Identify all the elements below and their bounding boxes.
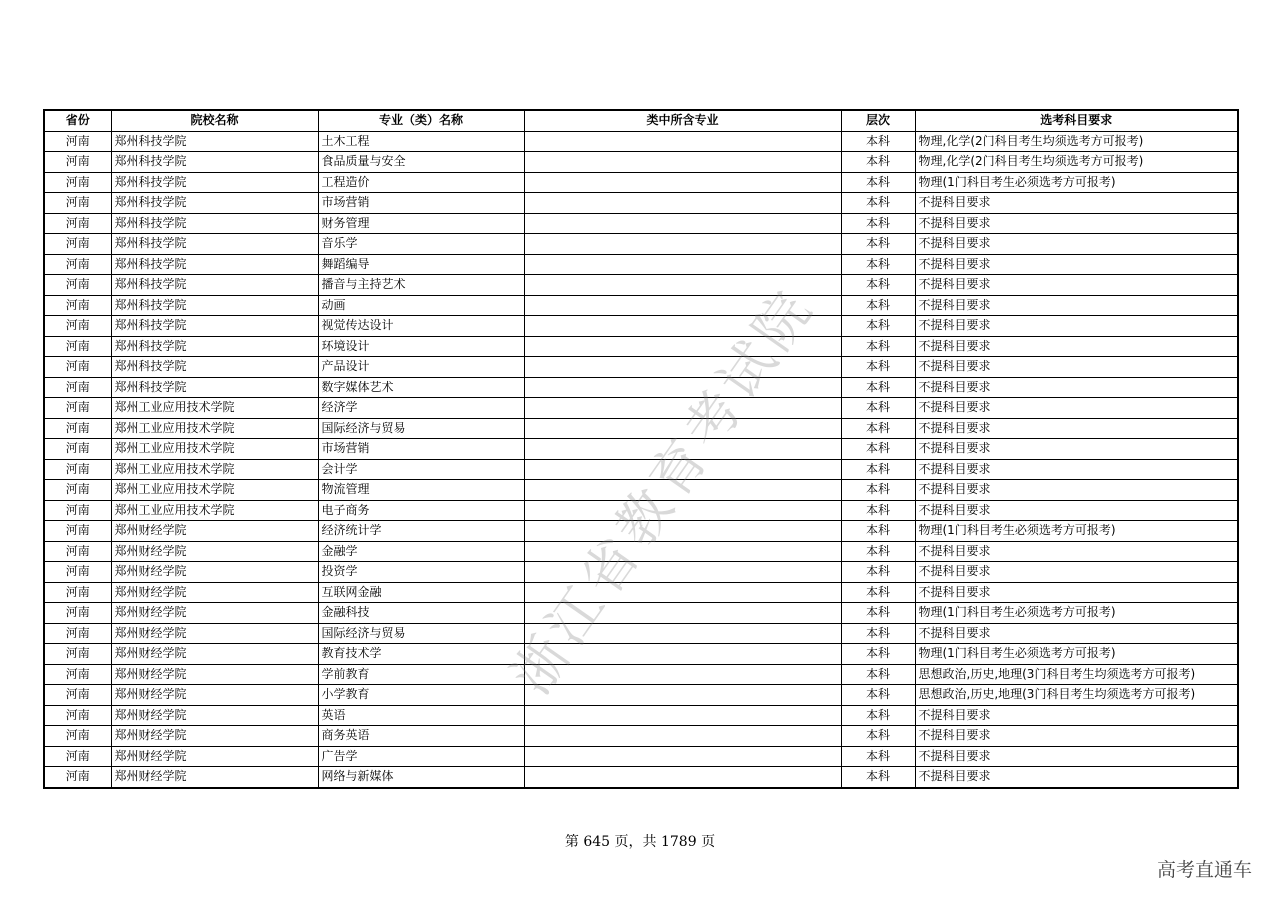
table-row bbox=[44, 480, 1238, 501]
cell-province: 河南 bbox=[44, 275, 111, 296]
cell-province: 河南 bbox=[44, 726, 111, 747]
cell-school: 郑州财经学院 bbox=[111, 664, 318, 685]
cell-major: 经济统计学 bbox=[318, 521, 524, 542]
cell-school: 郑州工业应用技术学院 bbox=[111, 418, 318, 439]
header-school: 院校名称 bbox=[111, 110, 318, 131]
cell-subject-requirement: 不提科目要求 bbox=[915, 193, 1238, 214]
table-row bbox=[44, 439, 1238, 460]
cell-level: 本科 bbox=[841, 213, 915, 234]
table-row bbox=[44, 336, 1238, 357]
header-subject-requirement: 选考科目要求 bbox=[915, 110, 1238, 131]
cell-school: 郑州财经学院 bbox=[111, 705, 318, 726]
cell-included-majors bbox=[524, 746, 841, 767]
table-row bbox=[44, 254, 1238, 275]
cell-subject-requirement: 不提科目要求 bbox=[915, 316, 1238, 337]
cell-school: 郑州财经学院 bbox=[111, 562, 318, 583]
table-row bbox=[44, 726, 1238, 747]
cell-level: 本科 bbox=[841, 582, 915, 603]
cell-subject-requirement: 思想政治,历史,地理(3门科目考生均须选考方可报考) bbox=[915, 664, 1238, 685]
cell-subject-requirement: 不提科目要求 bbox=[915, 254, 1238, 275]
cell-school: 郑州财经学院 bbox=[111, 541, 318, 562]
header-included-majors: 类中所含专业 bbox=[524, 110, 841, 131]
cell-level: 本科 bbox=[841, 336, 915, 357]
header-row bbox=[44, 110, 1238, 131]
cell-major: 网络与新媒体 bbox=[318, 767, 524, 788]
cell-level: 本科 bbox=[841, 767, 915, 788]
cell-province: 河南 bbox=[44, 500, 111, 521]
cell-province: 河南 bbox=[44, 398, 111, 419]
cell-included-majors bbox=[524, 377, 841, 398]
cell-province: 河南 bbox=[44, 439, 111, 460]
cell-school: 郑州财经学院 bbox=[111, 767, 318, 788]
cell-major: 土木工程 bbox=[318, 131, 524, 152]
cell-school: 郑州财经学院 bbox=[111, 644, 318, 665]
cell-subject-requirement: 物理(1门科目考生必须选考方可报考) bbox=[915, 644, 1238, 665]
cell-major: 投资学 bbox=[318, 562, 524, 583]
table-row bbox=[44, 234, 1238, 255]
cell-subject-requirement: 不提科目要求 bbox=[915, 439, 1238, 460]
cell-major: 会计学 bbox=[318, 459, 524, 480]
cell-province: 河南 bbox=[44, 562, 111, 583]
cell-level: 本科 bbox=[841, 152, 915, 173]
table-row bbox=[44, 746, 1238, 767]
cell-subject-requirement: 不提科目要求 bbox=[915, 357, 1238, 378]
cell-included-majors bbox=[524, 193, 841, 214]
cell-school: 郑州工业应用技术学院 bbox=[111, 398, 318, 419]
cell-major: 工程造价 bbox=[318, 172, 524, 193]
table-row bbox=[44, 705, 1238, 726]
cell-included-majors bbox=[524, 726, 841, 747]
cell-school: 郑州工业应用技术学院 bbox=[111, 480, 318, 501]
cell-subject-requirement: 不提科目要求 bbox=[915, 213, 1238, 234]
cell-subject-requirement: 不提科目要求 bbox=[915, 541, 1238, 562]
cell-subject-requirement: 不提科目要求 bbox=[915, 767, 1238, 788]
cell-included-majors bbox=[524, 336, 841, 357]
cell-included-majors bbox=[524, 131, 841, 152]
header-province: 省份 bbox=[44, 110, 111, 131]
cell-province: 河南 bbox=[44, 480, 111, 501]
table-row bbox=[44, 541, 1238, 562]
cell-included-majors bbox=[524, 623, 841, 644]
cell-school: 郑州工业应用技术学院 bbox=[111, 439, 318, 460]
cell-included-majors bbox=[524, 644, 841, 665]
cell-school: 郑州财经学院 bbox=[111, 521, 318, 542]
cell-included-majors bbox=[524, 172, 841, 193]
cell-included-majors bbox=[524, 767, 841, 788]
cell-level: 本科 bbox=[841, 541, 915, 562]
cell-level: 本科 bbox=[841, 726, 915, 747]
cell-major: 国际经济与贸易 bbox=[318, 623, 524, 644]
cell-province: 河南 bbox=[44, 295, 111, 316]
table-row bbox=[44, 213, 1238, 234]
cell-subject-requirement: 物理,化学(2门科目考生均须选考方可报考) bbox=[915, 131, 1238, 152]
cell-province: 河南 bbox=[44, 685, 111, 706]
cell-major: 英语 bbox=[318, 705, 524, 726]
cell-level: 本科 bbox=[841, 398, 915, 419]
cell-included-majors bbox=[524, 664, 841, 685]
table-row bbox=[44, 172, 1238, 193]
cell-level: 本科 bbox=[841, 418, 915, 439]
cell-included-majors bbox=[524, 152, 841, 173]
table-row bbox=[44, 295, 1238, 316]
cell-major: 商务英语 bbox=[318, 726, 524, 747]
cell-school: 郑州科技学院 bbox=[111, 295, 318, 316]
cell-school: 郑州财经学院 bbox=[111, 726, 318, 747]
cell-level: 本科 bbox=[841, 746, 915, 767]
table-row bbox=[44, 357, 1238, 378]
table-row bbox=[44, 316, 1238, 337]
cell-province: 河南 bbox=[44, 664, 111, 685]
cell-subject-requirement: 物理(1门科目考生必须选考方可报考) bbox=[915, 603, 1238, 624]
cell-subject-requirement: 物理(1门科目考生必须选考方可报考) bbox=[915, 172, 1238, 193]
cell-level: 本科 bbox=[841, 357, 915, 378]
cell-subject-requirement: 物理(1门科目考生必须选考方可报考) bbox=[915, 521, 1238, 542]
cell-school: 郑州科技学院 bbox=[111, 131, 318, 152]
cell-included-majors bbox=[524, 398, 841, 419]
cell-level: 本科 bbox=[841, 377, 915, 398]
header-major: 专业（类）名称 bbox=[318, 110, 524, 131]
cell-included-majors bbox=[524, 357, 841, 378]
cell-subject-requirement: 不提科目要求 bbox=[915, 336, 1238, 357]
cell-school: 郑州科技学院 bbox=[111, 234, 318, 255]
cell-level: 本科 bbox=[841, 705, 915, 726]
cell-subject-requirement: 不提科目要求 bbox=[915, 500, 1238, 521]
cell-major: 电子商务 bbox=[318, 500, 524, 521]
cell-province: 河南 bbox=[44, 746, 111, 767]
cell-province: 河南 bbox=[44, 459, 111, 480]
cell-level: 本科 bbox=[841, 193, 915, 214]
cell-school: 郑州科技学院 bbox=[111, 357, 318, 378]
cell-included-majors bbox=[524, 316, 841, 337]
cell-province: 河南 bbox=[44, 193, 111, 214]
cell-major: 数字媒体艺术 bbox=[318, 377, 524, 398]
cell-included-majors bbox=[524, 582, 841, 603]
cell-province: 河南 bbox=[44, 336, 111, 357]
cell-province: 河南 bbox=[44, 603, 111, 624]
cell-level: 本科 bbox=[841, 316, 915, 337]
cell-major: 物流管理 bbox=[318, 480, 524, 501]
cell-level: 本科 bbox=[841, 234, 915, 255]
table-row bbox=[44, 623, 1238, 644]
cell-province: 河南 bbox=[44, 582, 111, 603]
table-row bbox=[44, 459, 1238, 480]
cell-subject-requirement: 不提科目要求 bbox=[915, 295, 1238, 316]
cell-major: 动画 bbox=[318, 295, 524, 316]
cell-school: 郑州科技学院 bbox=[111, 193, 318, 214]
cell-level: 本科 bbox=[841, 664, 915, 685]
cell-major: 食品质量与安全 bbox=[318, 152, 524, 173]
cell-included-majors bbox=[524, 541, 841, 562]
cell-level: 本科 bbox=[841, 685, 915, 706]
cell-school: 郑州财经学院 bbox=[111, 685, 318, 706]
cell-major: 舞蹈编导 bbox=[318, 254, 524, 275]
table-row bbox=[44, 152, 1238, 173]
cell-level: 本科 bbox=[841, 562, 915, 583]
cell-province: 河南 bbox=[44, 316, 111, 337]
cell-included-majors bbox=[524, 295, 841, 316]
cell-included-majors bbox=[524, 705, 841, 726]
cell-included-majors bbox=[524, 275, 841, 296]
cell-level: 本科 bbox=[841, 439, 915, 460]
cell-subject-requirement: 不提科目要求 bbox=[915, 398, 1238, 419]
cell-province: 河南 bbox=[44, 418, 111, 439]
cell-subject-requirement: 不提科目要求 bbox=[915, 377, 1238, 398]
cell-subject-requirement: 不提科目要求 bbox=[915, 746, 1238, 767]
cell-level: 本科 bbox=[841, 500, 915, 521]
cell-level: 本科 bbox=[841, 480, 915, 501]
cell-major: 金融科技 bbox=[318, 603, 524, 624]
cell-major: 财务管理 bbox=[318, 213, 524, 234]
cell-province: 河南 bbox=[44, 131, 111, 152]
cell-subject-requirement: 思想政治,历史,地理(3门科目考生均须选考方可报考) bbox=[915, 685, 1238, 706]
watermark: 浙江省教育考试院 bbox=[499, 276, 827, 706]
cell-major: 市场营销 bbox=[318, 193, 524, 214]
cell-school: 郑州科技学院 bbox=[111, 377, 318, 398]
cell-level: 本科 bbox=[841, 521, 915, 542]
cell-level: 本科 bbox=[841, 295, 915, 316]
cell-major: 小学教育 bbox=[318, 685, 524, 706]
table-row bbox=[44, 603, 1238, 624]
cell-school: 郑州工业应用技术学院 bbox=[111, 500, 318, 521]
cell-province: 河南 bbox=[44, 705, 111, 726]
cell-included-majors bbox=[524, 603, 841, 624]
cell-subject-requirement: 不提科目要求 bbox=[915, 582, 1238, 603]
cell-province: 河南 bbox=[44, 172, 111, 193]
cell-school: 郑州科技学院 bbox=[111, 336, 318, 357]
cell-major: 市场营销 bbox=[318, 439, 524, 460]
table-row bbox=[44, 685, 1238, 706]
cell-major: 视觉传达设计 bbox=[318, 316, 524, 337]
cell-subject-requirement: 不提科目要求 bbox=[915, 418, 1238, 439]
cell-school: 郑州工业应用技术学院 bbox=[111, 459, 318, 480]
cell-school: 郑州财经学院 bbox=[111, 623, 318, 644]
cell-included-majors bbox=[524, 234, 841, 255]
page-footer: 第 645 页，共 1789 页 bbox=[564, 834, 716, 850]
cell-province: 河南 bbox=[44, 152, 111, 173]
cell-major: 学前教育 bbox=[318, 664, 524, 685]
cell-subject-requirement: 不提科目要求 bbox=[915, 562, 1238, 583]
table-row bbox=[44, 582, 1238, 603]
cell-included-majors bbox=[524, 521, 841, 542]
cell-school: 郑州科技学院 bbox=[111, 254, 318, 275]
admission-table bbox=[43, 109, 1239, 789]
cell-province: 河南 bbox=[44, 623, 111, 644]
cell-province: 河南 bbox=[44, 377, 111, 398]
cell-level: 本科 bbox=[841, 623, 915, 644]
cell-included-majors bbox=[524, 418, 841, 439]
cell-school: 郑州财经学院 bbox=[111, 746, 318, 767]
cell-major: 广告学 bbox=[318, 746, 524, 767]
cell-subject-requirement: 不提科目要求 bbox=[915, 459, 1238, 480]
cell-included-majors bbox=[524, 480, 841, 501]
cell-included-majors bbox=[524, 213, 841, 234]
cell-subject-requirement: 不提科目要求 bbox=[915, 480, 1238, 501]
cell-major: 经济学 bbox=[318, 398, 524, 419]
cell-major: 产品设计 bbox=[318, 357, 524, 378]
table-row bbox=[44, 521, 1238, 542]
cell-major: 互联网金融 bbox=[318, 582, 524, 603]
table-row bbox=[44, 398, 1238, 419]
table-row bbox=[44, 767, 1238, 788]
cell-level: 本科 bbox=[841, 603, 915, 624]
cell-province: 河南 bbox=[44, 767, 111, 788]
cell-level: 本科 bbox=[841, 459, 915, 480]
cell-province: 河南 bbox=[44, 644, 111, 665]
cell-province: 河南 bbox=[44, 357, 111, 378]
cell-level: 本科 bbox=[841, 172, 915, 193]
cell-subject-requirement: 不提科目要求 bbox=[915, 623, 1238, 644]
table-row bbox=[44, 193, 1238, 214]
cell-subject-requirement: 物理,化学(2门科目考生均须选考方可报考) bbox=[915, 152, 1238, 173]
cell-major: 教育技术学 bbox=[318, 644, 524, 665]
cell-major: 国际经济与贸易 bbox=[318, 418, 524, 439]
header-level: 层次 bbox=[841, 110, 915, 131]
cell-level: 本科 bbox=[841, 644, 915, 665]
cell-included-majors bbox=[524, 500, 841, 521]
cell-province: 河南 bbox=[44, 254, 111, 275]
cell-province: 河南 bbox=[44, 541, 111, 562]
cell-included-majors bbox=[524, 685, 841, 706]
cell-level: 本科 bbox=[841, 254, 915, 275]
cell-school: 郑州科技学院 bbox=[111, 316, 318, 337]
table-row bbox=[44, 377, 1238, 398]
cell-major: 音乐学 bbox=[318, 234, 524, 255]
cell-included-majors bbox=[524, 439, 841, 460]
cell-included-majors bbox=[524, 562, 841, 583]
cell-level: 本科 bbox=[841, 275, 915, 296]
cell-major: 环境设计 bbox=[318, 336, 524, 357]
cell-school: 郑州财经学院 bbox=[111, 582, 318, 603]
table-row bbox=[44, 644, 1238, 665]
cell-major: 播音与主持艺术 bbox=[318, 275, 524, 296]
cell-school: 郑州科技学院 bbox=[111, 152, 318, 173]
cell-school: 郑州财经学院 bbox=[111, 603, 318, 624]
cell-included-majors bbox=[524, 459, 841, 480]
cell-province: 河南 bbox=[44, 234, 111, 255]
cell-included-majors bbox=[524, 254, 841, 275]
table-row bbox=[44, 275, 1238, 296]
table-row bbox=[44, 418, 1238, 439]
table-row bbox=[44, 562, 1238, 583]
cell-subject-requirement: 不提科目要求 bbox=[915, 234, 1238, 255]
cell-subject-requirement: 不提科目要求 bbox=[915, 275, 1238, 296]
cell-province: 河南 bbox=[44, 213, 111, 234]
cell-level: 本科 bbox=[841, 131, 915, 152]
cell-major: 金融学 bbox=[318, 541, 524, 562]
brand-logo-text: 高考直通车 bbox=[1156, 859, 1252, 881]
table-row bbox=[44, 131, 1238, 152]
cell-school: 郑州科技学院 bbox=[111, 275, 318, 296]
cell-subject-requirement: 不提科目要求 bbox=[915, 705, 1238, 726]
cell-province: 河南 bbox=[44, 521, 111, 542]
table-row bbox=[44, 664, 1238, 685]
cell-school: 郑州科技学院 bbox=[111, 172, 318, 193]
cell-school: 郑州科技学院 bbox=[111, 213, 318, 234]
table-row bbox=[44, 500, 1238, 521]
cell-subject-requirement: 不提科目要求 bbox=[915, 726, 1238, 747]
